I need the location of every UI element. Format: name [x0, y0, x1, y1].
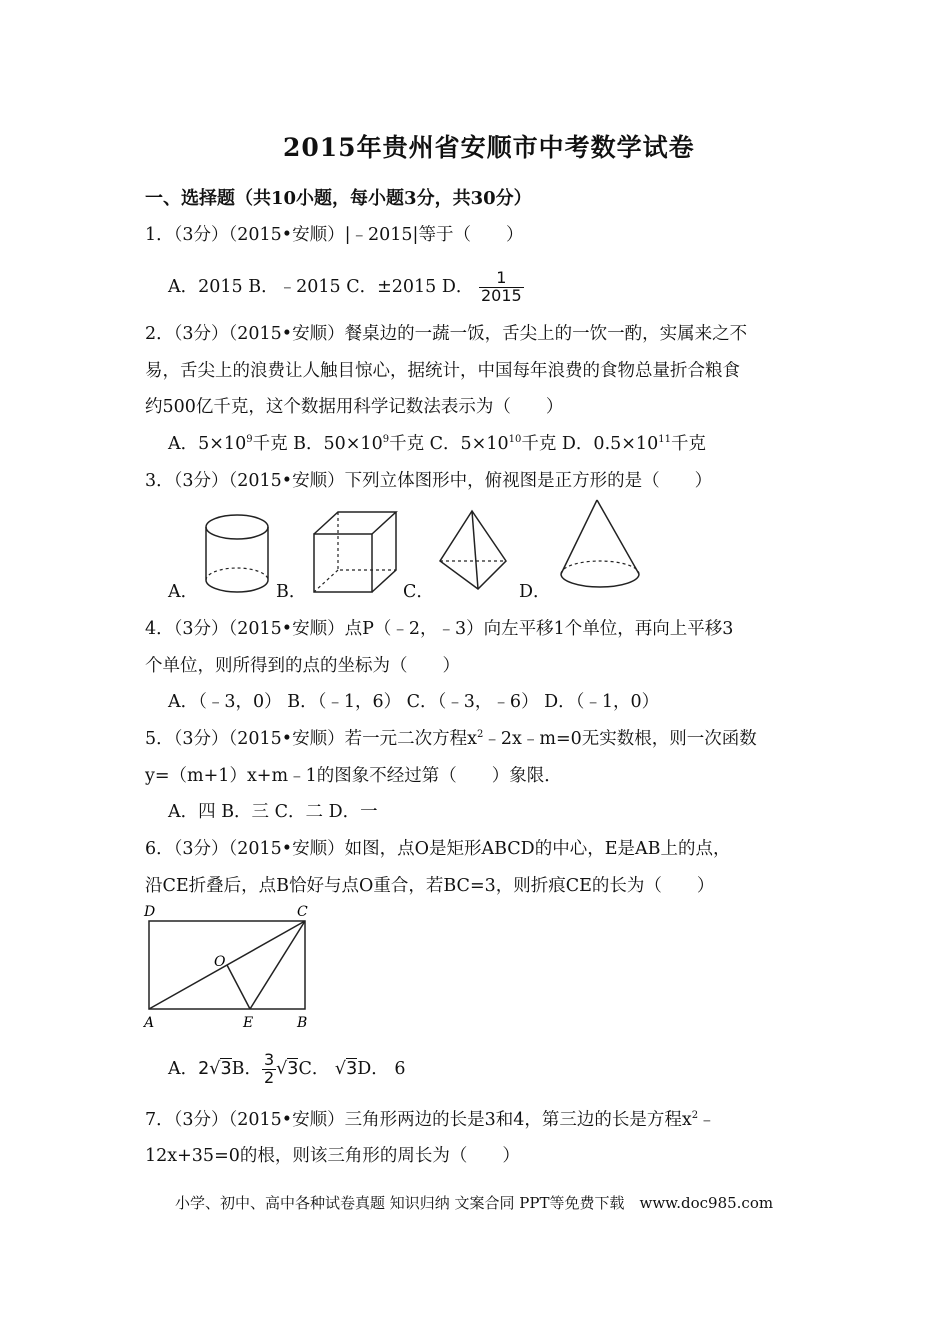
- option-label: C．: [298, 1058, 330, 1079]
- label-b: B: [297, 1015, 308, 1031]
- coefficient: 2: [198, 1058, 210, 1079]
- section-heading: 一、选择题（共10小题，每小题3分，共30分）: [145, 188, 532, 209]
- fraction-denominator: 2015: [480, 285, 522, 305]
- option-text: 千克 D．0.5×10: [521, 434, 659, 454]
- pyramid-figure: [434, 505, 514, 595]
- radicand: 3: [346, 1058, 358, 1079]
- option-text: 千克: [670, 434, 706, 454]
- option-text: A．5×10: [168, 434, 247, 454]
- question-1-options: [168, 270, 524, 305]
- option-text: 千克 B．50×10: [252, 434, 383, 454]
- question-2-options: [168, 430, 706, 455]
- radicand: 3: [220, 1058, 232, 1079]
- fraction: [479, 270, 524, 305]
- question-4-line-1: 4．（3分）（2015•安顺）点P（﹣2，﹣3）向左平移1个单位，再向上平移3: [145, 619, 734, 639]
- segment-oe: [227, 965, 250, 1009]
- fraction-numerator: 3: [263, 1050, 275, 1069]
- question-3-label-a: A．: [168, 582, 199, 602]
- question-3-label-c: C．: [403, 582, 434, 602]
- fraction: [262, 1052, 276, 1087]
- question-text: ﹣2x﹣m=0无实数根，则一次函数: [483, 729, 757, 749]
- question-1-options-text: A．2015 B．﹣2015 C．±2015 D．: [168, 276, 474, 297]
- option-c-value: √3: [334, 1058, 358, 1079]
- exponent: 10: [508, 434, 522, 446]
- question-text: 5．（3分）（2015•安顺）若一元二次方程x: [145, 729, 477, 749]
- label-d: D: [144, 904, 156, 920]
- option-label: A．: [168, 1058, 199, 1079]
- cylinder-figure: [200, 508, 275, 598]
- question-3-label-b: B．: [276, 582, 307, 602]
- question-7-line-2: 12x+35=0的根，则该三角形的周长为（ ）: [145, 1146, 520, 1166]
- fold-line-ce: [250, 921, 305, 1009]
- option-d-value: 6: [394, 1058, 406, 1079]
- question-6-line-1: 6．（3分）（2015•安顺）如图，点O是矩形ABCD的中心，E是AB上的点，: [145, 839, 731, 859]
- question-2-line-3: 约500亿千克，这个数据用科学记数法表示为（ ）: [145, 397, 564, 417]
- question-5-line-2: y=（m+1）x+m﹣1的图象不经过第（ ）象限．: [145, 766, 562, 786]
- question-text: 7．（3分）（2015•安顺）三角形两边的长是3和4，第三边的长是方程x: [145, 1110, 692, 1130]
- option-label: B．: [231, 1058, 262, 1079]
- question-1-text: 1．（3分）（2015•安顺）|﹣2015|等于（ ）: [145, 225, 524, 245]
- question-4-line-2: 个单位，则所得到的点的坐标为（ ）: [145, 656, 460, 676]
- label-e: E: [243, 1015, 254, 1031]
- cone-figure: [555, 496, 645, 596]
- question-3-label-d: D．: [519, 582, 551, 602]
- page-title: 2015年贵州省安顺市中考数学试卷: [283, 133, 695, 162]
- exponent: 9: [382, 434, 390, 446]
- question-5-options: A．四 B．三 C．二 D．一: [168, 802, 378, 822]
- radicand: 3: [287, 1058, 299, 1079]
- page-footer: 小学、初中、高中各种试卷真题 知识归纳 文案合同 PPT等免费下载 www.doc985.com: [175, 1194, 774, 1212]
- question-2-line-2: 易，舌尖上的浪费让人触目惊心，据统计，中国每年浪费的食物总量折合粮食: [145, 361, 740, 381]
- question-6-options: [168, 1052, 405, 1087]
- label-c: C: [297, 904, 308, 920]
- cube-figure: [308, 508, 403, 598]
- rectangle-fold-figure: [140, 900, 320, 1035]
- question-5-line-1: [145, 725, 757, 750]
- option-text: 千克 C．5×10: [389, 434, 509, 454]
- question-6-line-2: 沿CE折叠后，点B恰好与点O重合，若BC=3，则折痕CE的长为（ ）: [145, 876, 715, 896]
- option-label: D．: [357, 1058, 389, 1079]
- question-4-options: A．（﹣3，0） B．（﹣1，6） C．（﹣3，﹣6） D．（﹣1，0）: [168, 692, 660, 712]
- label-o: O: [214, 954, 226, 970]
- label-a: A: [144, 1015, 155, 1031]
- exponent: 2: [477, 729, 484, 741]
- question-7-line-1: [145, 1106, 716, 1131]
- question-2-line-1: 2．（3分）（2015•安顺）餐桌边的一蔬一饭，舌尖上的一饮一酌，实属来之不: [145, 324, 748, 344]
- exponent: 9: [246, 434, 253, 446]
- exponent: 2: [691, 1110, 699, 1122]
- question-text: ﹣: [698, 1110, 716, 1130]
- option-b-radical: √3: [276, 1058, 299, 1079]
- question-3-text: 3．（3分）（2015•安顺）下列立体图形中，俯视图是正方形的是（ ）: [145, 471, 713, 491]
- option-a-value: 2√3: [198, 1058, 232, 1079]
- exponent: 11: [658, 434, 671, 446]
- fraction-denominator: 2: [263, 1067, 275, 1087]
- fraction-numerator: 1: [496, 268, 507, 287]
